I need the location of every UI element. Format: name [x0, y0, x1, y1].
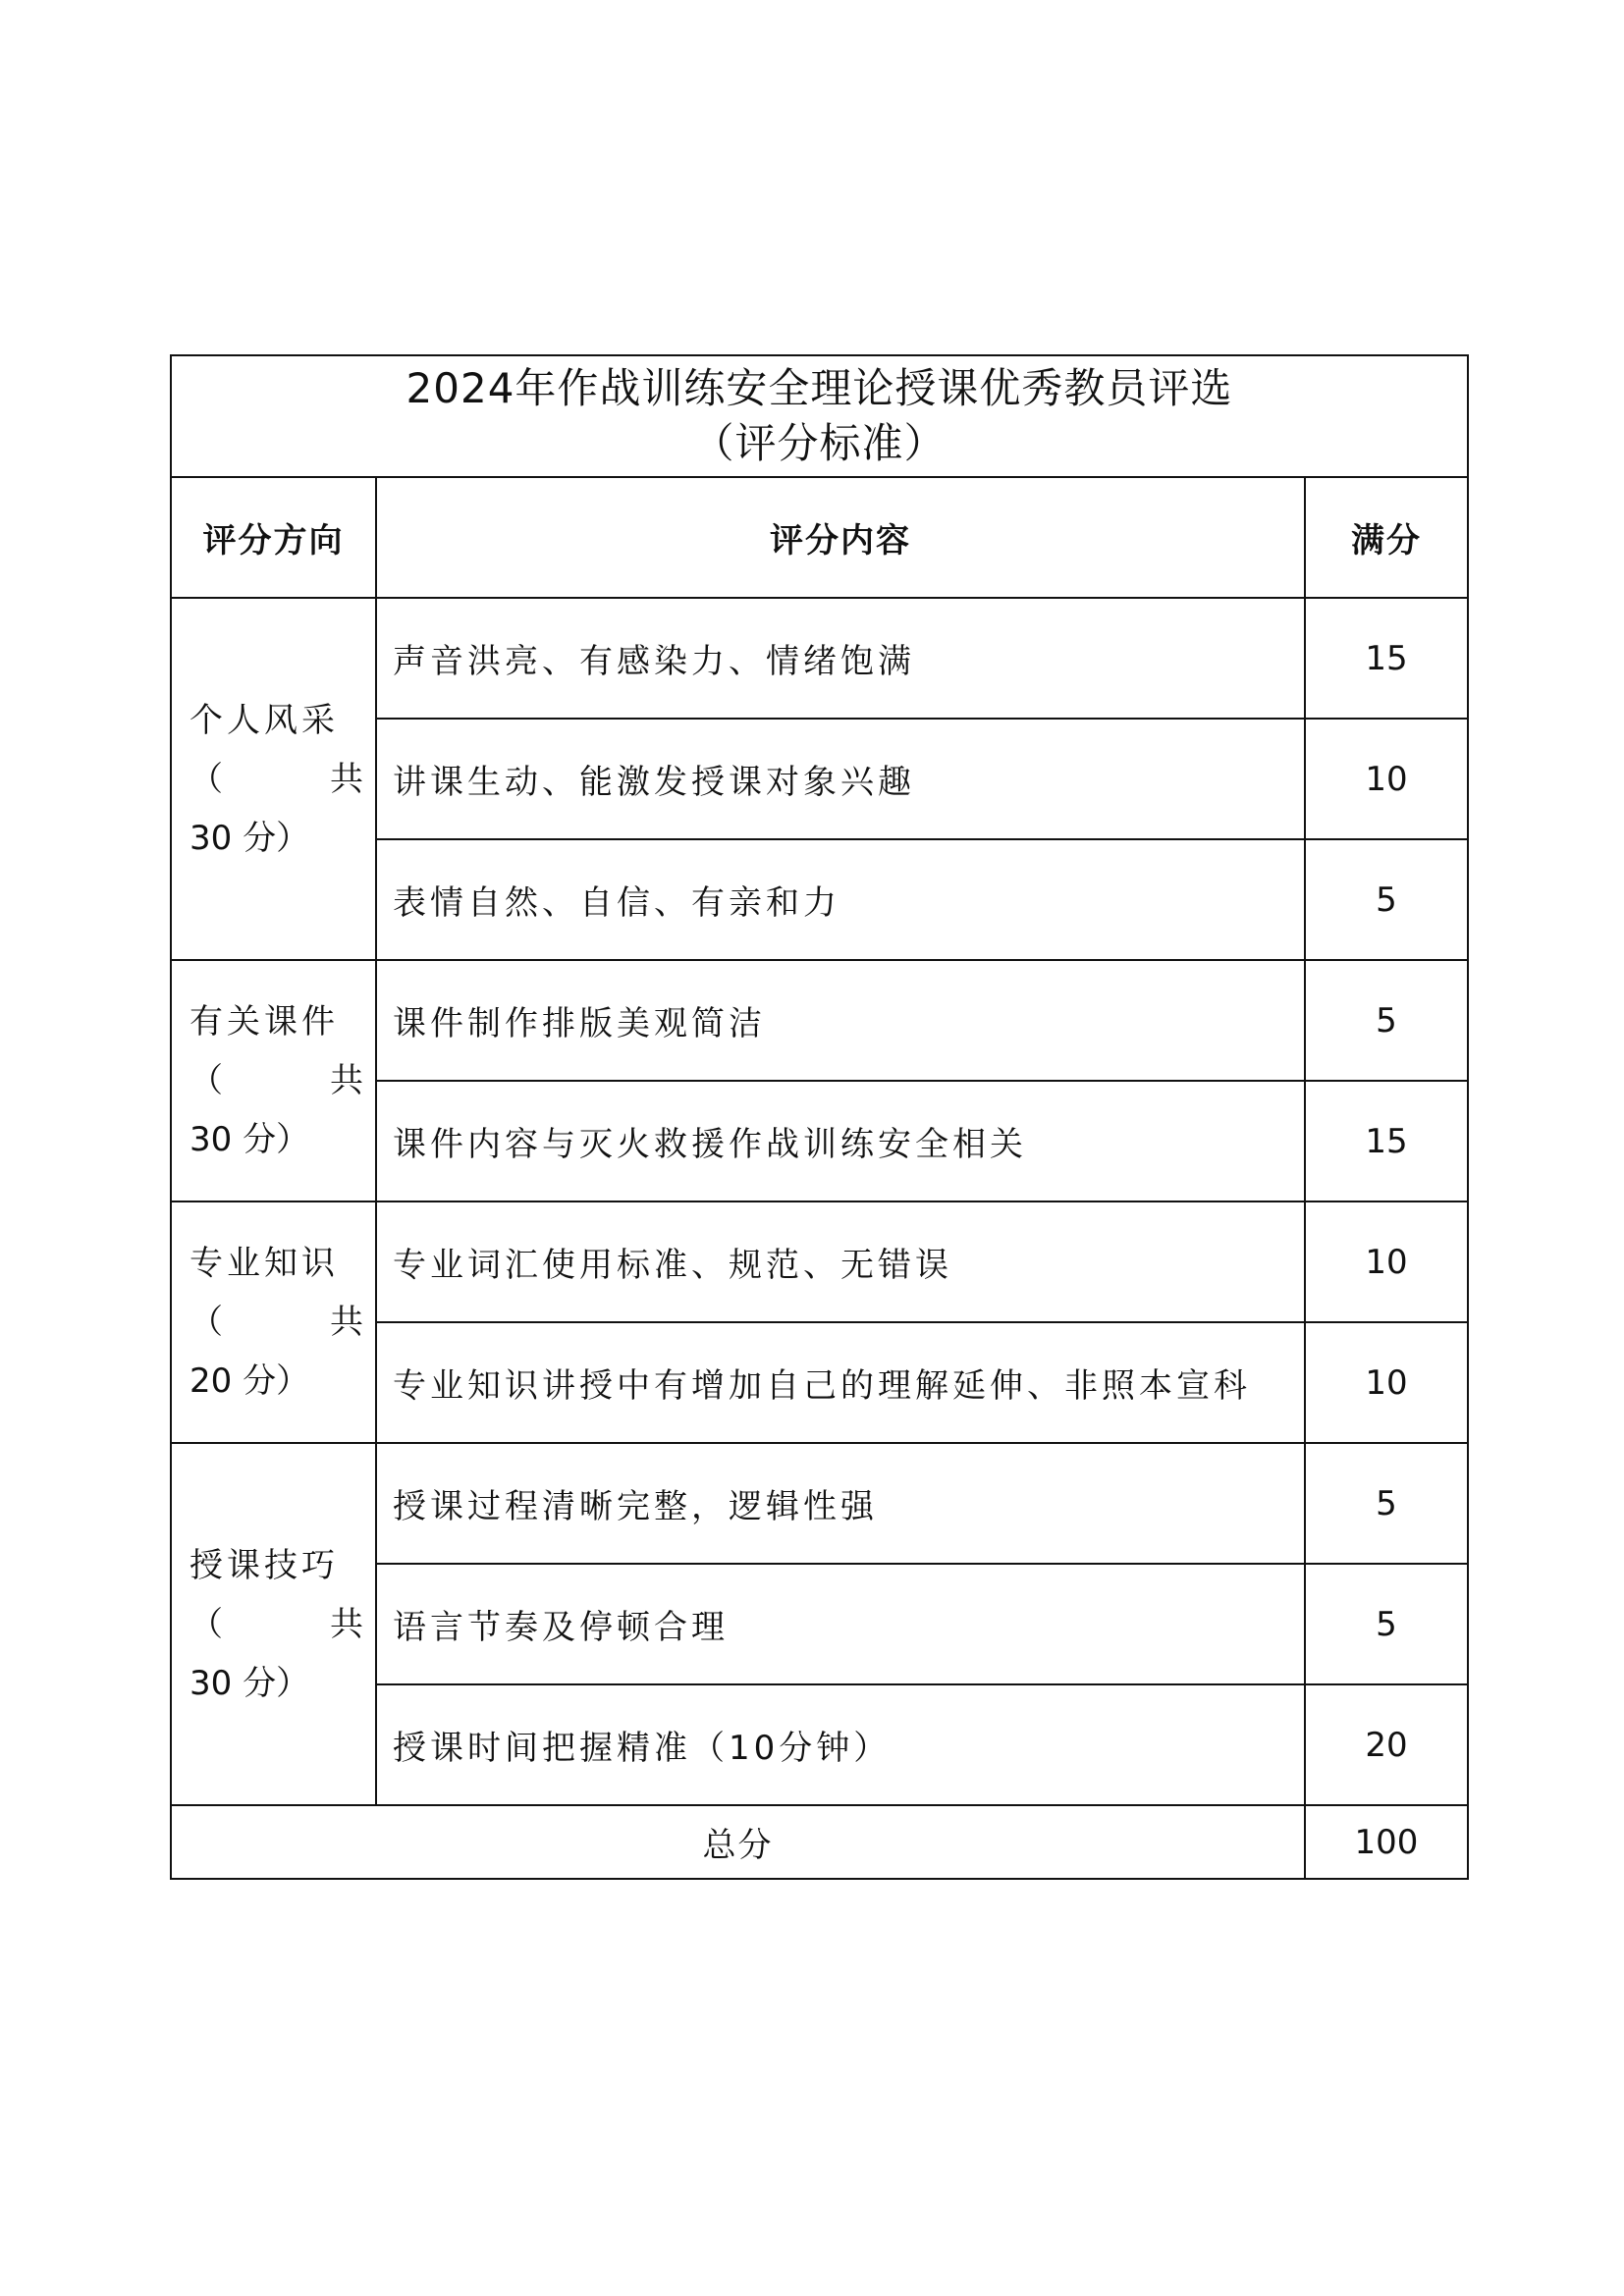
table-row — [171, 1443, 1468, 1564]
category-total: （ 共 30 分） — [189, 759, 397, 858]
total-label: 总分 — [171, 1805, 1305, 1879]
category-cell — [171, 1201, 397, 1443]
criterion-content: 课件内容与灭火救援作战训练安全相关 — [376, 1081, 1305, 1201]
criterion-score: 10 — [1305, 719, 1468, 839]
criterion-score: 10 — [1305, 1322, 1468, 1443]
criterion-content: 讲课生动、能激发授课对象兴趣 — [376, 719, 1305, 839]
criterion-content: 声音洪亮、有感染力、情绪饱满 — [376, 598, 1305, 719]
title-row — [171, 355, 1468, 477]
category-total: （ 共 30 分） — [189, 1604, 397, 1703]
criterion-score: 5 — [1305, 1443, 1468, 1564]
header-direction: 评分方向 — [171, 477, 376, 598]
criterion-score: 5 — [1305, 839, 1468, 960]
criterion-score: 15 — [1305, 598, 1468, 719]
criterion-content: 课件制作排版美观简洁 — [376, 960, 1305, 1081]
category-cell — [171, 960, 397, 1201]
table-title — [171, 355, 1468, 477]
category-name: 授课技巧 — [189, 1545, 339, 1585]
total-row — [171, 1805, 1468, 1879]
header-content: 评分内容 — [376, 477, 1305, 598]
category-name: 个人风采 — [189, 700, 339, 740]
table-row — [171, 598, 1468, 719]
table-row — [171, 1201, 1468, 1322]
category-total: （ 共 20 分） — [189, 1303, 397, 1401]
title-line-1: 2024年作战训练安全理论授课优秀教员评选 — [406, 364, 1233, 412]
criterion-score: 15 — [1305, 1081, 1468, 1201]
criterion-content: 授课时间把握精准（10分钟） — [376, 1684, 1305, 1805]
category-cell — [171, 1443, 397, 1805]
total-score: 100 — [1305, 1805, 1468, 1879]
criterion-content: 语言节奏及停顿合理 — [376, 1564, 1305, 1684]
title-line-2: （评分标准） — [692, 419, 947, 467]
category-cell — [171, 598, 397, 960]
criterion-content: 授课过程清晰完整，逻辑性强 — [376, 1443, 1305, 1564]
criterion-score: 5 — [1305, 960, 1468, 1081]
scoring-table — [170, 354, 1469, 1880]
category-name: 有关课件 — [189, 1002, 339, 1041]
category-name: 专业知识 — [189, 1244, 339, 1283]
criterion-score: 5 — [1305, 1564, 1468, 1684]
header-full-score: 满分 — [1305, 477, 1468, 598]
category-total: （ 共 30 分） — [189, 1061, 397, 1159]
table-row — [171, 960, 1468, 1081]
criterion-content: 专业知识讲授中有增加自己的理解延伸、非照本宣科 — [376, 1322, 1305, 1443]
criterion-content: 表情自然、自信、有亲和力 — [376, 839, 1305, 960]
criterion-score: 10 — [1305, 1201, 1468, 1322]
criterion-score: 20 — [1305, 1684, 1468, 1805]
header-row — [171, 477, 1468, 598]
criterion-content: 专业词汇使用标准、规范、无错误 — [376, 1201, 1305, 1322]
